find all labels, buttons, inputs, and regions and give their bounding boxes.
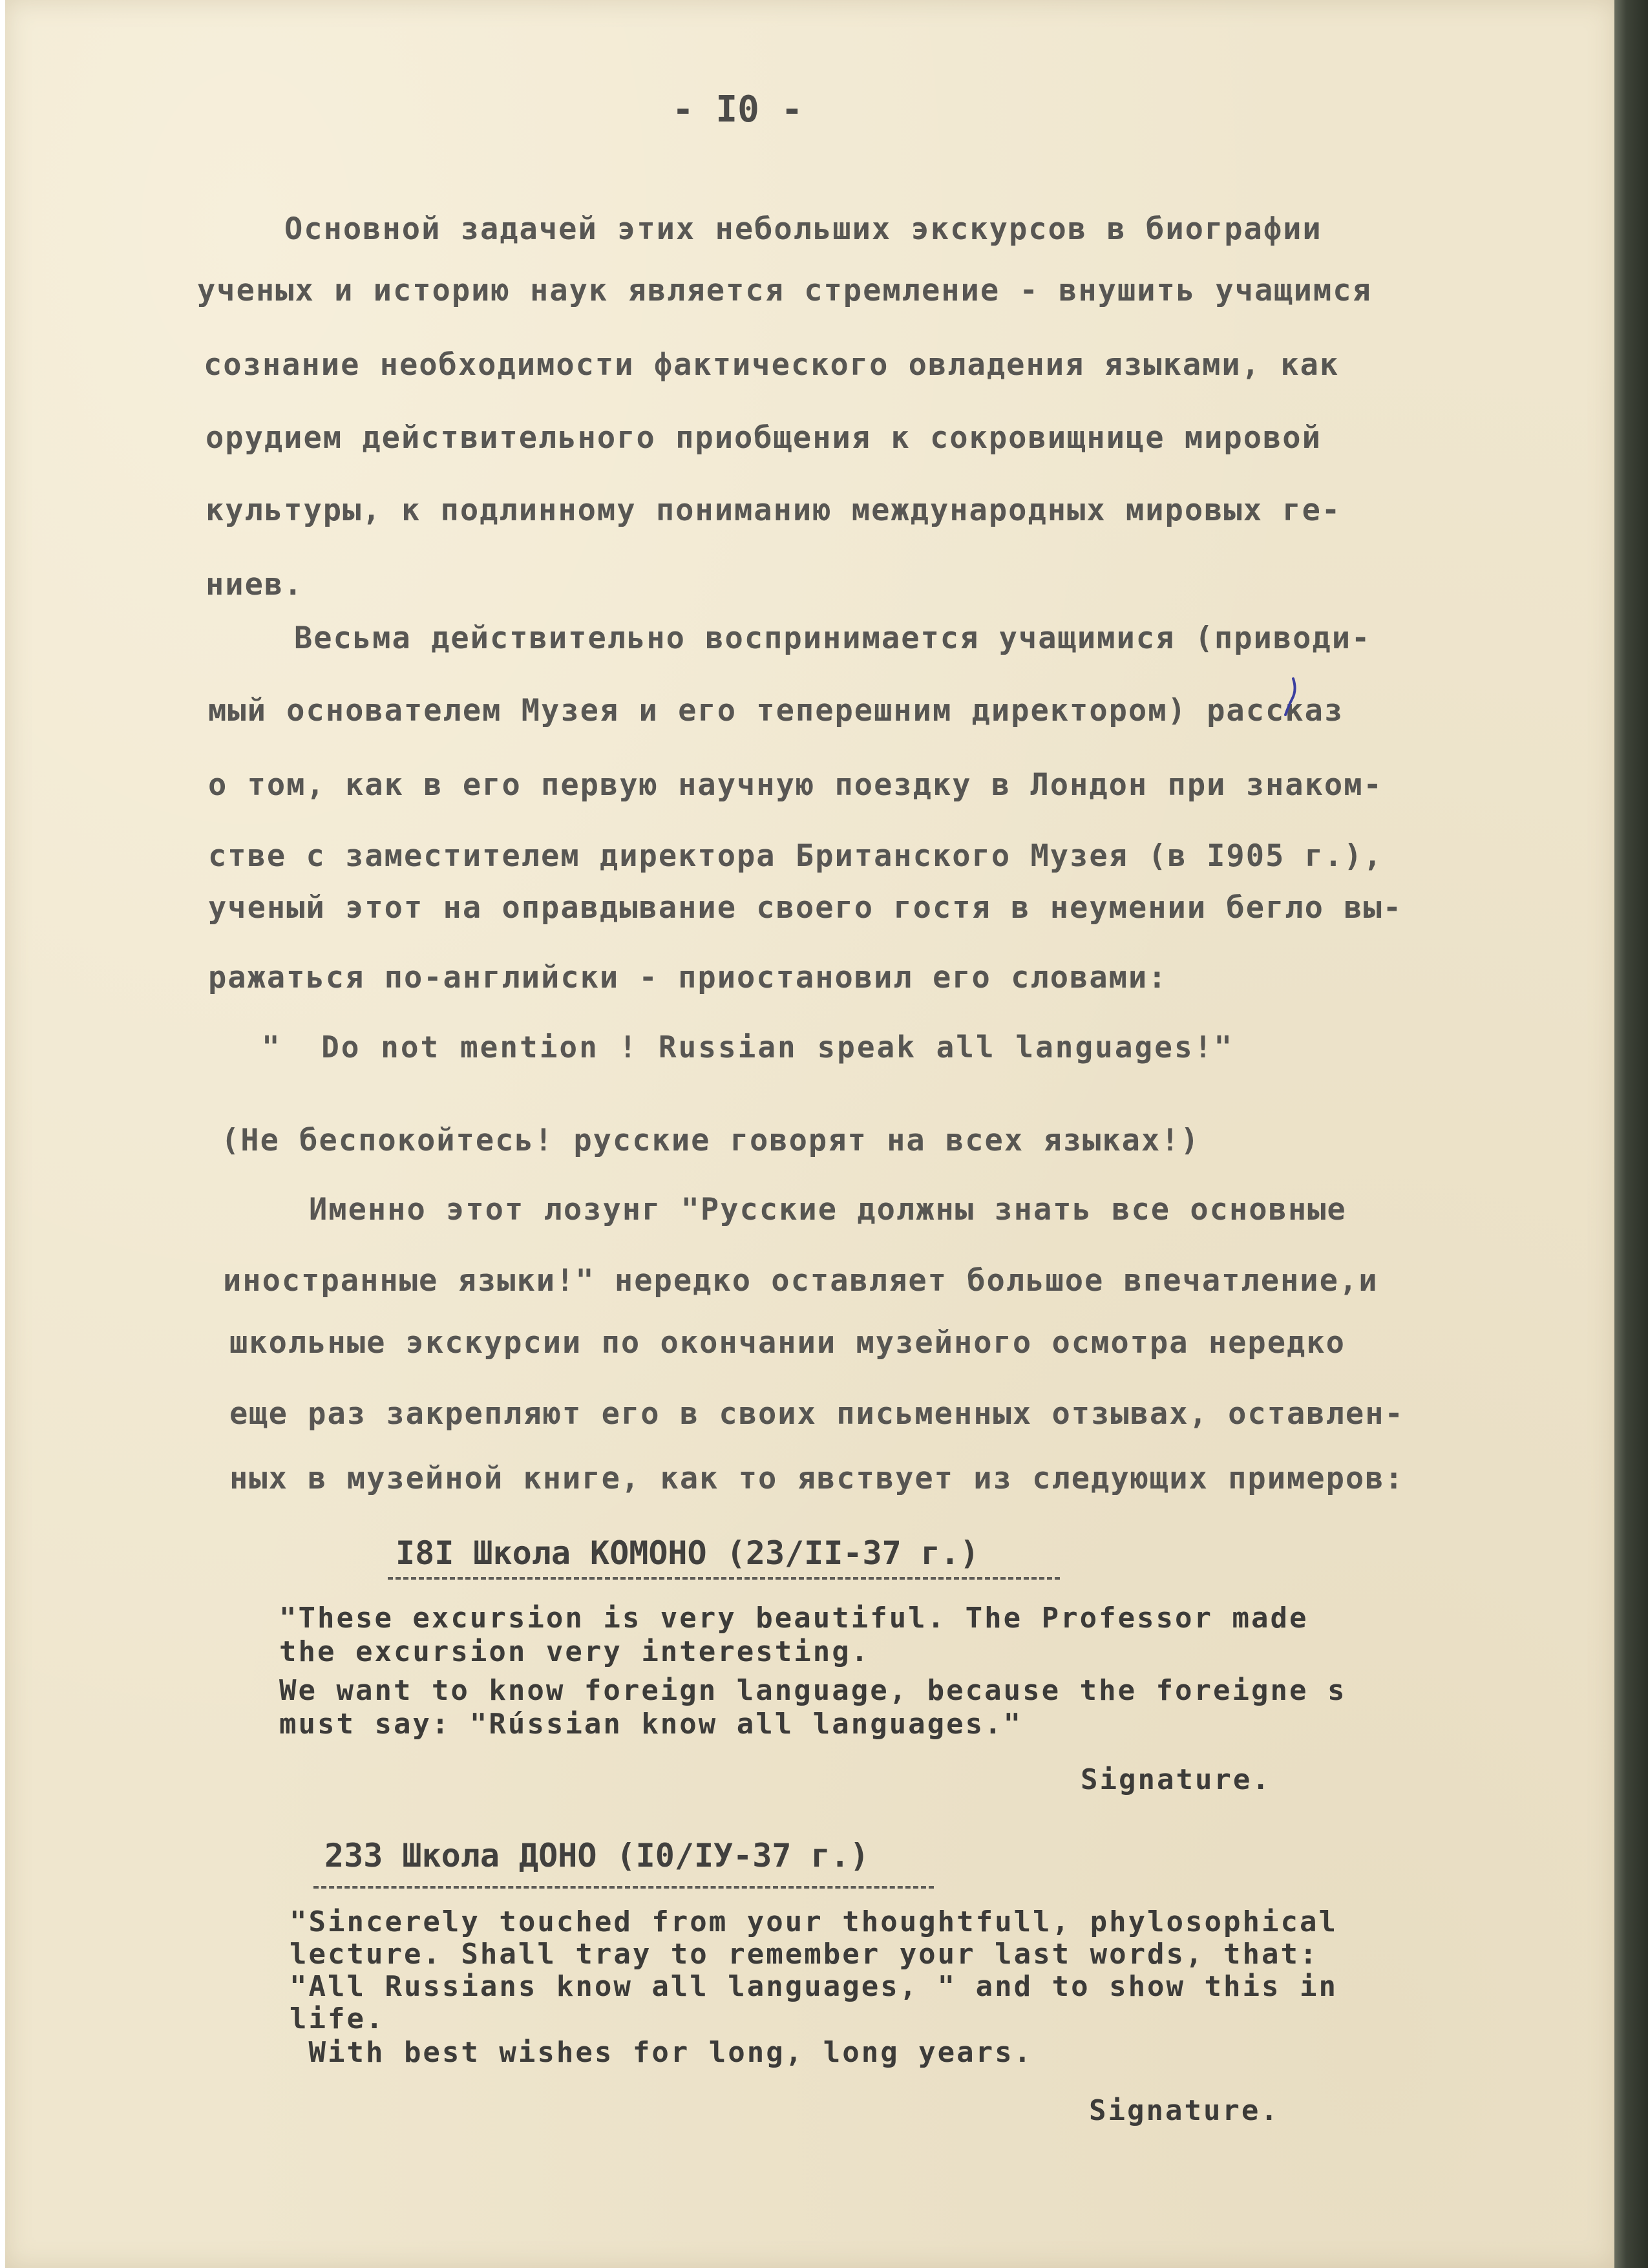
paragraph1-line-5: культуры, к подлинному пониманию международных мировых ге-	[206, 493, 1342, 528]
paragraph3-line-2: иностранные языки!" нередко оставляет большое впечатление,и	[223, 1263, 1379, 1298]
review2-heading-underline	[313, 1886, 934, 1889]
review2-line-2: lecture. Shall tray to remember your last words, that:	[290, 1938, 1319, 1971]
review1-signature: Signature.	[1081, 1763, 1271, 1796]
english-quote: " Do not mention ! Russian speak all languages!"	[262, 1030, 1234, 1065]
quote-translation: (Не беспокойтесь! русские говорят на всех языках!)	[221, 1123, 1200, 1158]
paragraph1-line-2: ученых и историю наук является стремление - внушить учащимся	[197, 273, 1372, 308]
paragraph3-line-3: школьные экскурсии по окончании музейного осмотра нередко	[229, 1325, 1346, 1361]
review1-heading: I8I Школа КОМОНО (23/II-37 г.)	[396, 1534, 980, 1572]
review1-line-4: must say: "Rússian know all languages."	[279, 1708, 1023, 1741]
review1-line-3: We want to know foreign language, because the foreigne s	[279, 1674, 1347, 1707]
paragraph2-line-5: ученый этот на оправдывание своего гостя в неумении бегло вы-	[208, 890, 1403, 926]
review1-line-2: the excursion very interesting.	[279, 1635, 871, 1668]
paragraph1-line-6: ниев.	[206, 567, 304, 602]
page-number: - I0 -	[672, 89, 803, 131]
review2-line-4: life.	[290, 2002, 385, 2035]
paragraph2-line-3: о том, как в его первую научную поездку в Лондон при знаком-	[208, 767, 1383, 803]
paragraph3-line-4: еще раз закрепляют его в своих письменных отзывах, оставлен-	[229, 1396, 1404, 1432]
pen-correction-mark	[1283, 677, 1298, 716]
paragraph3-line-1: Именно этот лозунг "Русские должны знать все основные	[309, 1192, 1347, 1227]
review2-line-5: With best wishes for long, long years.	[290, 2036, 1033, 2069]
review1-heading-underline	[388, 1577, 1060, 1580]
paragraph3-line-5: ных в музейной книге, как то явствует из следующих примеров:	[229, 1461, 1404, 1496]
paragraph1-line-1: Основной задачей этих небольших экскурсов в биографии	[284, 211, 1322, 247]
review2-heading: 233 Школа ДОНО (I0/IУ-37 г.)	[324, 1837, 869, 1874]
paragraph1-line-4: орудием действительного приобщения к сокровищнице мировой	[206, 420, 1322, 456]
paragraph2-line-2: мый основателем Музея и его теперешним директором) рассказ	[208, 693, 1344, 728]
paragraph1-line-3: сознание необходимости фактического овладения языками, как	[204, 347, 1340, 383]
review2-line-3: "All Russians know all languages, " and to show this in	[290, 1970, 1338, 2003]
paragraph2-line-4: стве с заместителем директора Британского Музея (в I905 г.),	[208, 838, 1383, 874]
review1-line-1: "These excursion is very beautiful. The Professor made	[279, 1602, 1309, 1635]
paragraph2-line-1: Весьма действительно воспринимается учащимися (приводи-	[294, 620, 1371, 656]
paragraph2-line-6: ражаться по-английски - приостановил его словами:	[208, 960, 1168, 995]
review2-line-1: "Sincerely touched from your thoughtfull, phylosophical	[290, 1905, 1338, 1938]
review2-signature: Signature.	[1089, 2094, 1280, 2127]
